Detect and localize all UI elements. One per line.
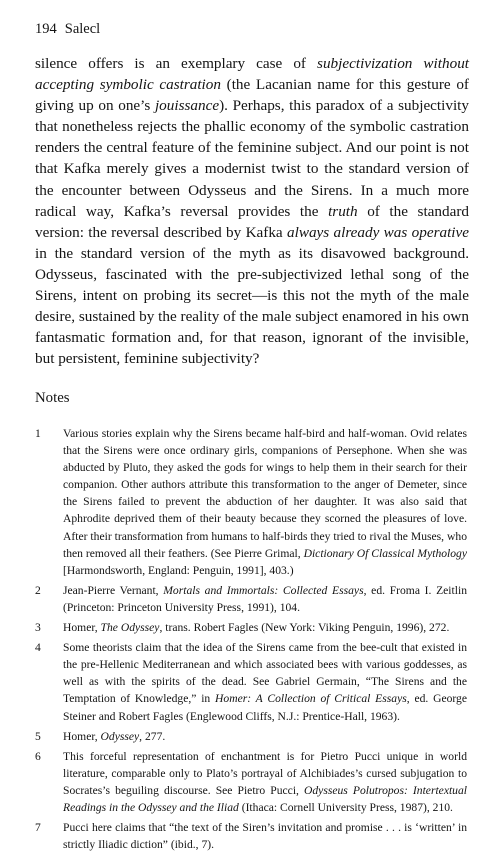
note-number: 2	[35, 583, 41, 597]
note-item	[35, 748, 467, 816]
page-number: 194	[35, 21, 57, 37]
note-text: Jean-Pierre Vernant, Mortals and Immortals: Collected Essays, ed. Froma I. Zeitlin (Princeton: Princeton University Press, 1991), 104.	[63, 583, 467, 614]
note-number: 5	[35, 729, 41, 743]
notes-list	[35, 425, 467, 856]
note-item	[35, 582, 467, 616]
note-number: 3	[35, 621, 41, 635]
note-number: 1	[35, 427, 41, 440]
note-number: 4	[35, 641, 41, 655]
note-text: This forceful representation of enchantment is for Pietro Pucci unique in world literature, comparable only to Plato’s portrayal of Alchibiades’s cursed subjugation to Socrates’s beguiling discourse. See Pietro Pucci, Odysseus Polutropos: Intertextual Readings in the Odyssey and the Iliad (Ithaca: Cornell University Press, 1987), 210.	[63, 749, 468, 814]
note-text: Various stories explain why the Sirens became half-bird and half-woman. Ovid relates that the Sirens were once ordinary girls, companions of Persephone. When she was abducted by Pluto, they asked the gods for wings to help them in their search for their companion. Other authors attribute this transformation to the anger of Demeter, since the Sirens failed to prevent the abduction of her daughter. It was also said that Aphrodite deprived them of their beauty because they scorned the pleasures of love. After their transformation from humans to half-birds they tried to rival the Muses, who then removed all their feathers. (See Pierre Grimal, Dictionary Of Classical Mythology [Harmondsworth, England: Penguin, 1991], 403.)	[63, 427, 467, 577]
body-paragraph: silence offers is an exemplary case of subjectivization without accepting symbolic castration (the Lacanian name for this gesture of giving up on one’s jouissance). Perhaps, this paradox of a subjectivity that nonetheless rejects the phallic economy of the symbolic castration renders the central feature of the feminine subject. And our point is not that Kafka merely gives a modernist twist to the standard version of the encounter between Odysseus and the Sirens. In a much more radical way, Kafka’s reversal provides the truth of the standard version: the reversal described by Kafka always already was operative in the standard version of the myth as its disavowed background. Odysseus, fascinated with the pre-subjectivized lethal song of the Sirens, intent on probing its secret—is this not the myth of the male desire, sustained by the reality of the male subject enamored in his own fantasmatic formation and, for that reason, ignorant of the invisible, but persistent, feminine subjectivity?	[35, 55, 470, 368]
note-text: Homer, The Odyssey, trans. Robert Fagles (New York: Viking Penguin, 1996), 272.	[63, 621, 450, 635]
running-head	[35, 20, 100, 38]
note-number: 7	[35, 821, 41, 835]
running-title: Salecl	[64, 21, 101, 37]
note-item	[35, 819, 467, 853]
note-text: Some theorists claim that the idea of the Sirens came from the bee-cult that existed in the pre-Hellenic Mediterranean and which associated bees with various goddesses, as well as with the spirits of the dead. See Gabriel Germain, “The Sirens and the Temptation of Knowledge,” in Homer: A Collection of Critical Essays, ed. George Steiner and Robert Fagles (Englewood Cliffs, N.J.: Prentice-Hall, 1963).	[63, 641, 467, 723]
note-item	[35, 728, 467, 745]
note-item	[35, 619, 467, 636]
notes-heading: Notes	[35, 390, 70, 406]
note-number: 6	[35, 749, 41, 763]
note-text: Homer, Odyssey, 277.	[63, 729, 166, 743]
note-item	[35, 425, 467, 579]
note-item	[35, 639, 467, 724]
note-text: Pucci here claims that “the text of the Siren’s invitation and promise . . . is ‘written’ in strictly Iliadic diction” (ibid., 7).	[63, 821, 467, 852]
